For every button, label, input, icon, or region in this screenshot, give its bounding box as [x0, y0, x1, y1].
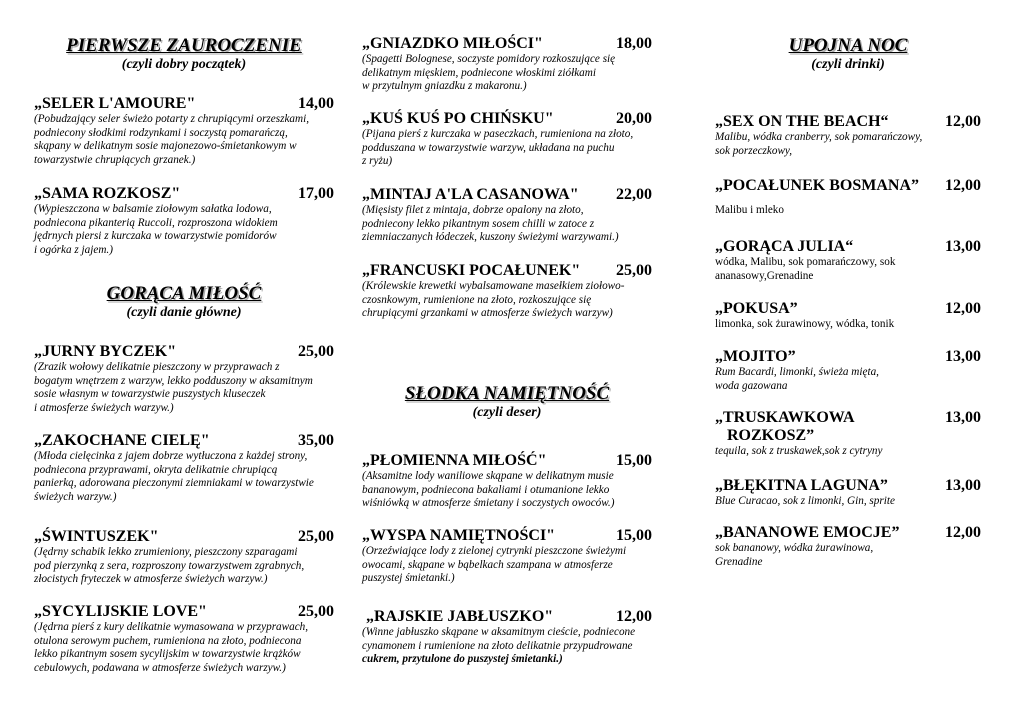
item-description: (Pijana pierś z kurczaka w paseczkach, rumieniona na złoto, podduszana w towarzystwie warzyw, układana na puchu z ryżu)	[362, 128, 634, 168]
item-description: (Spagetti Bolognese, soczyste pomidory rozkoszujące się delikatnym mięskiem, podniecone włoskimi ziółkami w przytulnym gniazdku z makaronu.)	[362, 53, 616, 93]
menu-item	[362, 186, 652, 245]
item-name: „POCAŁUNEK BOSMANA”	[715, 177, 920, 194]
item-price: 20,00	[616, 110, 652, 127]
item-name: „TRUSKAWKOWA ROZKOSZ”	[715, 409, 855, 444]
menu-item	[362, 608, 652, 667]
item-name: „SEX ON THE BEACH“	[715, 113, 889, 130]
section-header-upojna-noc	[715, 36, 981, 74]
menu-item	[34, 432, 334, 504]
item-description: (Aksamitne lody waniliowe skąpane w delikatnym musie bananowym, podniecona bakaliami i otumanione lekko wiśniówką w atmosferze śmietany i soczystych owoców.)	[362, 470, 615, 510]
drink-item	[715, 113, 981, 158]
drink-item	[715, 524, 981, 569]
item-description: (Królewskie krewetki wybalsamowane masełkiem ziołowo- czosnkowym, rumienione na złoto, rozkoszujące się chrupiącymi grzankami w atmosferze świeżych warzyw)	[362, 280, 625, 320]
item-price: 25,00	[616, 262, 652, 279]
drink-item	[715, 348, 981, 393]
section-subtitle: (czyli drinki)	[811, 57, 885, 72]
item-price: 12,00	[945, 177, 981, 194]
section-title: SŁODKA NAMIĘTNOŚĆ	[404, 383, 610, 404]
item-price: 12,00	[945, 113, 981, 130]
section-subtitle: (czyli danie główne)	[126, 305, 242, 320]
item-description: (Pobudzający seler świeżo potarty z chrupiącymi orzeszkami, podniecony słodkimi rodzynkami i soczystą pomarańczą, skąpany w delikatnym sosie majonezowo-śmietankowym w towarzystwie chrupiących grzanek.)	[34, 113, 309, 166]
menu-item	[34, 528, 334, 587]
item-price: 13,00	[945, 409, 981, 426]
item-description: (Mięsisty filet z mintaja, dobrze opalony na złoto, podniecony lekko pikantnym sosem chilli w zatoce z ziemniaczanych łódeczek, kuszony świeżymi warzywami.)	[362, 204, 619, 244]
menu-item	[34, 95, 334, 167]
item-price: 15,00	[616, 452, 652, 469]
item-price: 18,00	[616, 35, 652, 52]
item-name: „GNIAZDKO MIŁOŚCI"	[362, 35, 543, 52]
item-name: „PŁOMIENNA MIŁOŚĆ"	[362, 452, 547, 469]
item-description-tail: cukrem, przytulone do puszystej śmietanki.)	[362, 653, 563, 666]
item-description: wódka, Malibu, sok pomarańczowy, sok ananasowy,Grenadine	[715, 256, 896, 282]
menu-item	[34, 343, 334, 415]
item-price: 25,00	[298, 528, 334, 545]
item-description: limonka, sok żurawinowy, wódka, tonik	[715, 318, 895, 330]
item-description: Blue Curacao, sok z limonki, Gin, sprite	[715, 495, 895, 507]
item-description: (Młoda cielęcinka z jajem dobrze wytłuczona z każdej strony, podniecona przyprawami, okryta delikatnie chrupiącą panierką, adorowana pieczonymi ziemniakami w towarzystwie świeżych warzyw.)	[34, 450, 314, 503]
item-price: 13,00	[945, 238, 981, 255]
item-name: „SELER L'AMOURE"	[34, 95, 196, 112]
item-description: tequila, sok z truskawek,sok z cytryny	[715, 445, 883, 457]
item-description: Malibu i mleko	[715, 204, 784, 216]
item-name: „BŁĘKITNA LAGUNA”	[715, 477, 888, 494]
item-price: 13,00	[945, 348, 981, 365]
item-price: 35,00	[298, 432, 334, 449]
menu-item	[362, 262, 652, 321]
item-description: (Wypieszczona w balsamie ziołowym sałatka lodowa, podniecona pikanterią Ruccoli, rozproszona widokiem jędrnych piersi z kurczaka w towarzystwie pomidorów i ogórka z jajem.)	[34, 203, 278, 256]
menu-item	[362, 527, 652, 586]
item-name: „MINTAJ A'LA CASANOWA"	[362, 186, 579, 203]
item-name: „RAJSKIE JABŁUSZKO"	[362, 608, 554, 625]
item-description-bold	[362, 653, 652, 667]
item-description: (Winne jabłuszko skąpane w aksamitnym cieście, podniecone cynamonem i rumienione na złoto delikatnie przypudrowane	[362, 626, 636, 652]
drink-item	[715, 300, 981, 332]
item-name: „KUŚ KUŚ PO CHIŃSKU"	[362, 110, 554, 127]
item-description: Rum Bacardi, limonki, świeża mięta, woda gazowana	[715, 366, 879, 392]
section-subtitle: (czyli deser)	[472, 405, 542, 420]
section-header-goraca-milosc	[34, 284, 334, 322]
item-name: „BANANOWE EMOCJE”	[715, 524, 900, 541]
menu-item	[362, 452, 652, 511]
item-name: „WYSPA NAMIĘTNOŚCI"	[362, 527, 556, 544]
menu-item	[362, 35, 652, 94]
drink-item	[715, 238, 981, 283]
drink-item	[715, 177, 981, 218]
item-name: „FRANCUSKI POCAŁUNEK"	[362, 262, 581, 279]
item-description: (Orzeźwiające lody z zielonej cytrynki pieszczone świeżymi owocami, skąpane w bąbelkach szampana w atmosferze puszystej śmietanki.)	[362, 545, 627, 585]
item-price: 15,00	[616, 527, 652, 544]
section-title: PIERWSZE ZAUROCZENIE	[66, 35, 302, 56]
item-price: 25,00	[298, 603, 334, 620]
section-title: GORĄCA MIŁOŚĆ	[106, 283, 262, 304]
item-price: 14,00	[298, 95, 334, 112]
section-subtitle: (czyli dobry początek)	[121, 57, 247, 72]
drink-item	[715, 409, 981, 459]
item-name: „GORĄCA JULIA“	[715, 238, 854, 255]
section-title: UPOJNA NOC	[788, 35, 908, 56]
drink-item	[715, 477, 981, 509]
menu-item	[34, 603, 334, 675]
item-description: Malibu, wódka cranberry, sok pomarańczowy, sok porzeczkowy,	[715, 131, 923, 157]
item-price: 12,00	[945, 524, 981, 541]
item-price: 12,00	[616, 608, 652, 625]
item-description: sok bananowy, wódka żurawinowa, Grenadine	[715, 542, 874, 568]
item-name: „POKUSA”	[715, 300, 798, 317]
item-name: „SYCYLIJSKIE LOVE"	[34, 603, 207, 620]
item-name: „ZAKOCHANE CIELĘ"	[34, 432, 210, 449]
section-header-pierwsze-zauroczenie	[34, 36, 334, 74]
item-name: „SAMA ROZKOSZ"	[34, 185, 181, 202]
item-price: 17,00	[298, 185, 334, 202]
section-header-slodka-namietnosc	[362, 384, 652, 422]
item-price: 25,00	[298, 343, 334, 360]
item-description: (Jędrna pierś z kury delikatnie wymasowana w przyprawach, otulona serowym puchem, rumieniona na złoto, podniecona lekko pikantnym sosem sycylijskim w towarzystwie krążków cebulowych, podawana w atmosferze świeżych warzyw.)	[34, 621, 309, 674]
item-price: 22,00	[616, 186, 652, 203]
item-name: „JURNY BYCZEK"	[34, 343, 177, 360]
item-description: (Jędrny schabik lekko zrumieniony, pieszczony szparagami pod pierzynką z sera, rozproszony towarzystwem zgrabnych, złocistych fryteczek w atmosferze świeżych warzyw.)	[34, 546, 305, 586]
item-price: 12,00	[945, 300, 981, 317]
menu-item	[34, 185, 334, 257]
item-description: (Zrazik wołowy delikatnie pieszczony w przyprawach z bogatym wnętrzem z warzyw, lekko podduszony w aksamitnym sosie własnym w towarzystwie puszystych kluseczek i atmosferze świeżych warzyw.)	[34, 361, 313, 414]
item-name: „MOJITO”	[715, 348, 796, 365]
menu-item	[362, 110, 652, 169]
item-name: „ŚWINTUSZEK"	[34, 528, 159, 545]
item-price: 13,00	[945, 477, 981, 494]
